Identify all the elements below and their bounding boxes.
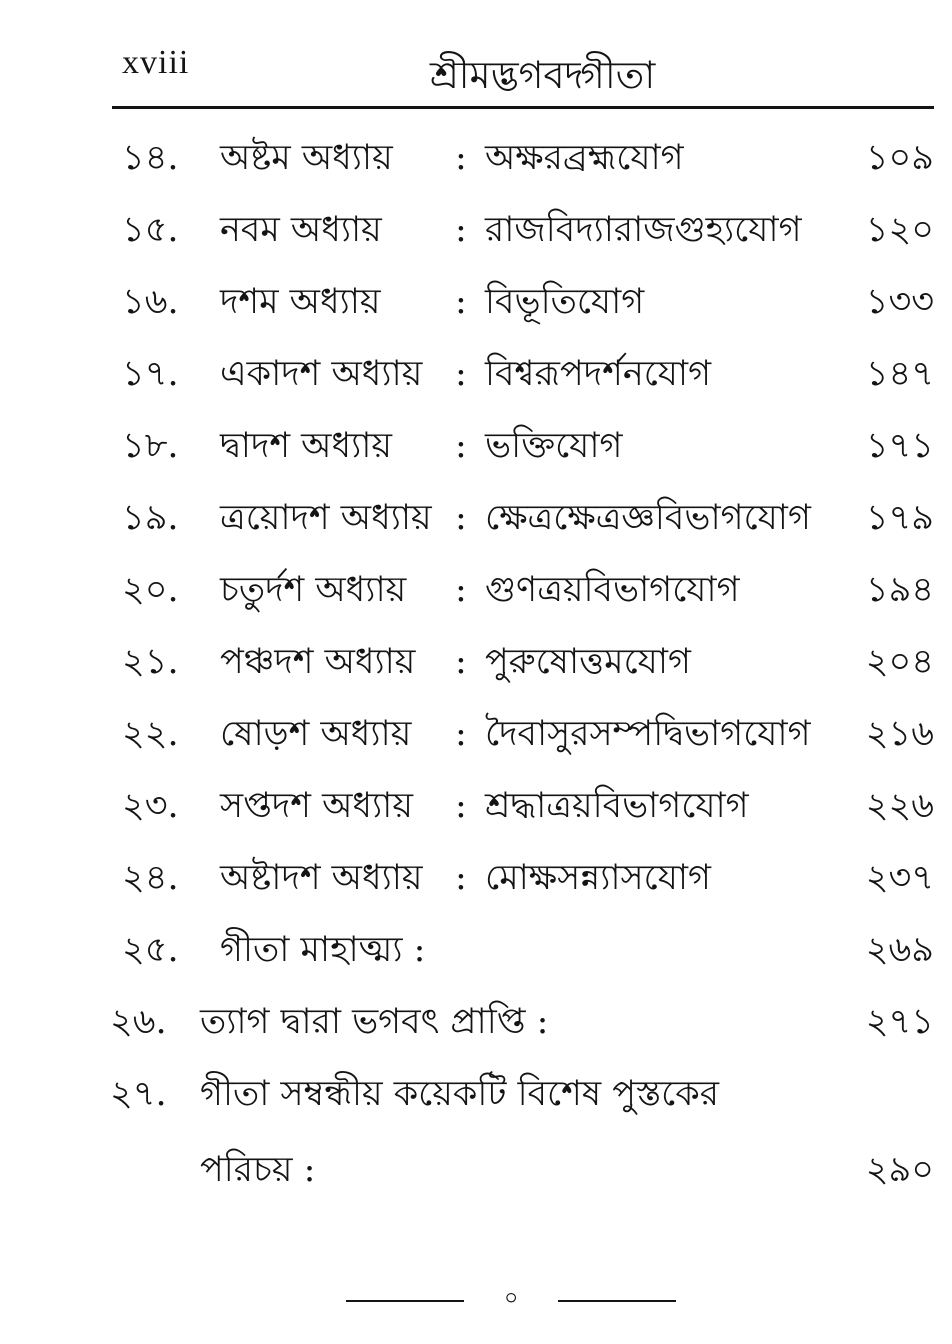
chapter-title: ষোড়শ অধ্যায় <box>220 714 412 754</box>
page-ref: ২৯০ <box>865 1150 934 1190</box>
chapter-title: সপ্তদশ অধ্যায় <box>220 786 413 826</box>
toc-entry <box>0 914 952 986</box>
toc-entry <box>0 986 952 1058</box>
toc-entry <box>0 122 952 194</box>
yoga-title: গুণত্রয়বিভাগযোগ <box>485 570 740 610</box>
yoga-title: মোক্ষসন্ন্যাসযোগ <box>485 858 711 898</box>
yoga-title: দৈবাসুরসম্পদ্বিভাগযোগ <box>485 714 811 754</box>
separator: : <box>455 498 467 538</box>
yoga-title: রাজবিদ্যারাজগুহ্যযোগ <box>485 210 802 250</box>
chapter-title: দ্বাদশ অধ্যায় <box>220 426 393 466</box>
toc-entry <box>0 266 952 338</box>
separator: : <box>455 786 467 826</box>
separator: : <box>455 858 467 898</box>
ornament-line-right <box>558 1300 676 1302</box>
toc-entry <box>0 626 952 698</box>
separator: : <box>455 354 467 394</box>
end-ornament <box>346 1284 676 1314</box>
entry-number: ১৭. <box>122 354 179 394</box>
entry-number: ১৬. <box>122 282 179 322</box>
running-title: শ্রীমদ্ভগবদ্গীতা <box>430 53 656 97</box>
page-ref: ২০৪ <box>865 642 934 682</box>
toc-entry <box>0 482 952 554</box>
yoga-title: ক্ষেত্রক্ষেত্রজ্ঞবিভাগযোগ <box>485 498 811 538</box>
separator: : <box>455 282 467 322</box>
page-ref: ১৭১ <box>865 426 934 466</box>
separator: : <box>455 426 467 466</box>
header-rule <box>112 106 934 109</box>
chapter-title-continued: পরিচয় : <box>200 1150 316 1190</box>
entry-number: ১৫. <box>122 210 179 250</box>
separator: : <box>455 570 467 610</box>
separator: : <box>455 210 467 250</box>
entry-number: ২৩. <box>122 786 179 826</box>
entry-number: ২৪. <box>122 858 179 898</box>
chapter-title: অষ্টাদশ অধ্যায় <box>220 858 423 898</box>
page-ref: ২৭১ <box>865 1002 934 1042</box>
chapter-title: অষ্টম অধ্যায় <box>220 138 393 178</box>
chapter-title: গীতা সম্বন্ধীয় কয়েকটি বিশেষ পুস্তকের <box>200 1074 719 1114</box>
ornament-line-left <box>346 1300 464 1302</box>
page-ref: ২৬৯ <box>865 930 934 970</box>
ornament-center: ০ <box>504 1286 519 1311</box>
toc-entry <box>0 194 952 266</box>
toc-entry <box>0 1058 952 1214</box>
chapter-title: চতুর্দশ অধ্যায় <box>220 570 407 610</box>
yoga-title: শ্রদ্ধাত্রয়বিভাগযোগ <box>485 786 749 826</box>
page-ref: ১৪৭ <box>865 354 934 394</box>
chapter-title: ত্রয়োদশ অধ্যায় <box>220 498 432 538</box>
page-ref: ১৯৪ <box>865 570 934 610</box>
separator: : <box>455 714 467 754</box>
chapter-title: নবম অধ্যায় <box>220 210 382 250</box>
entry-number: ১৮. <box>122 426 179 466</box>
toc-entry <box>0 698 952 770</box>
toc-entry <box>0 338 952 410</box>
entry-number: ১৯. <box>122 498 179 538</box>
chapter-title: ত্যাগ দ্বারা ভগবৎ প্রাপ্তি : <box>200 1002 549 1042</box>
page-ref: ২৩৭ <box>865 858 934 898</box>
entry-number: ২৫. <box>122 930 179 970</box>
entry-number: ২১. <box>122 642 179 682</box>
yoga-title: পুরুষোত্তমযোগ <box>485 642 691 682</box>
table-of-contents <box>0 122 952 1214</box>
entry-number: ২২. <box>122 714 179 754</box>
yoga-title: বিভূতিযোগ <box>485 282 645 322</box>
yoga-title: বিশ্বরূপদর্শনযোগ <box>485 354 712 394</box>
chapter-title: পঞ্চদশ অধ্যায় <box>220 642 416 682</box>
chapter-title: দশম অধ্যায় <box>220 282 381 322</box>
page-ref: ২২৬ <box>865 786 934 826</box>
toc-entry <box>0 842 952 914</box>
yoga-title: অক্ষরব্রহ্মযোগ <box>485 138 684 178</box>
separator: : <box>455 138 467 178</box>
page-ref: ১৭৯ <box>865 498 934 538</box>
chapter-title: গীতা মাহাত্ম্য : <box>220 930 426 970</box>
entry-number: ১৪. <box>122 138 179 178</box>
toc-entry <box>0 770 952 842</box>
page-number: xviii <box>122 44 190 81</box>
page-ref: ১৩৩ <box>865 282 934 322</box>
chapter-title: একাদশ অধ্যায় <box>220 354 423 394</box>
page-ref: ২১৬ <box>865 714 934 754</box>
entry-number: ২৬. <box>110 1002 167 1042</box>
entry-number: ২০. <box>122 570 179 610</box>
toc-entry <box>0 410 952 482</box>
page-ref: ১২০ <box>865 210 934 250</box>
entry-number: ২৭. <box>110 1074 167 1114</box>
yoga-title: ভক্তিযোগ <box>485 426 623 466</box>
separator: : <box>455 642 467 682</box>
toc-entry <box>0 554 952 626</box>
page-ref: ১০৯ <box>865 138 934 178</box>
